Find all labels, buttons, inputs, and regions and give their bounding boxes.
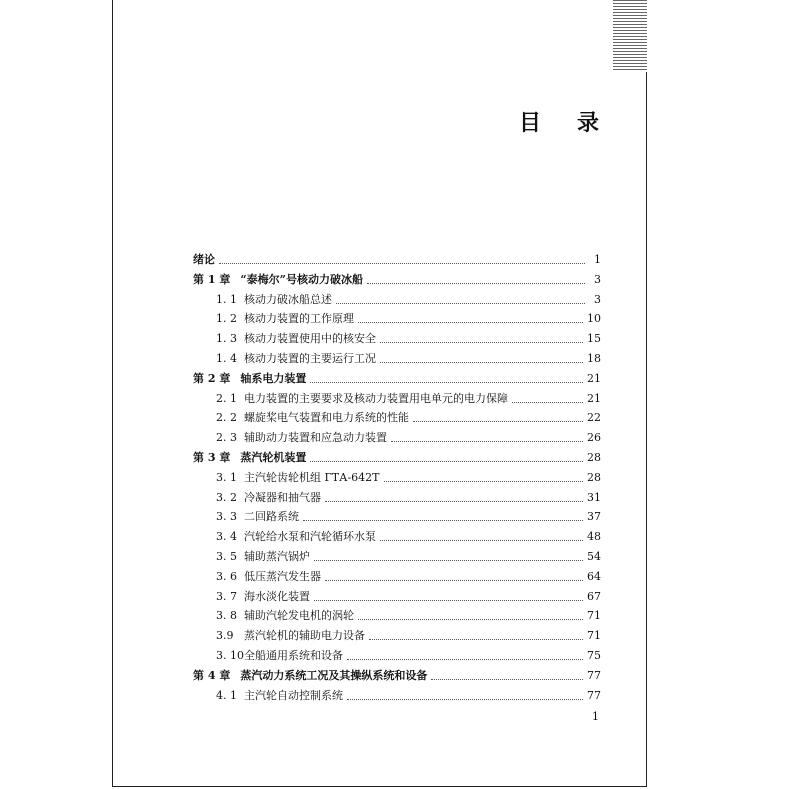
toc-entry-title: 辅助汽轮发电机的涡轮 bbox=[244, 609, 354, 623]
dot-leader bbox=[310, 370, 583, 383]
dot-leader bbox=[325, 568, 583, 581]
toc-entry-number: 第 3 章 bbox=[193, 450, 231, 464]
toc-entry-page: 31 bbox=[587, 490, 601, 504]
toc-entry-title: 冷凝器和抽气器 bbox=[244, 490, 321, 504]
toc-entry-page: 48 bbox=[587, 530, 601, 544]
toc-section-entry[interactable] bbox=[193, 329, 601, 349]
toc-entry-title: 核动力装置的工作原理 bbox=[244, 312, 354, 326]
dot-leader bbox=[413, 409, 583, 422]
toc-entry-page: 77 bbox=[587, 668, 601, 682]
toc-entry-number: 第 1 章 bbox=[193, 272, 231, 286]
toc-entry-page: 75 bbox=[587, 648, 601, 662]
dot-leader bbox=[367, 271, 585, 284]
toc-entry-page: 37 bbox=[587, 510, 601, 524]
toc-entry-title: 低压蒸汽发生器 bbox=[244, 569, 321, 583]
dot-leader bbox=[314, 588, 583, 601]
toc-entry-page: 3 bbox=[594, 292, 601, 306]
toc-entry-title: 二回路系统 bbox=[244, 510, 299, 524]
toc-entry-page: 71 bbox=[587, 629, 601, 643]
toc-section-entry[interactable] bbox=[193, 408, 601, 428]
dot-leader bbox=[219, 251, 585, 264]
toc-entry-title: 辅助蒸汽锅炉 bbox=[244, 549, 310, 563]
toc-entry-page: 77 bbox=[587, 688, 601, 702]
dot-leader bbox=[358, 310, 583, 323]
dot-leader bbox=[325, 489, 583, 502]
toc-entry-number: 1. 1 bbox=[216, 292, 237, 306]
page-title: 目 录 bbox=[519, 110, 600, 136]
toc-entry-title: 主汽轮自动控制系统 bbox=[244, 688, 343, 702]
toc-chapter-entry[interactable] bbox=[193, 250, 601, 270]
toc-entry-number: 3. 1 bbox=[216, 470, 237, 484]
dot-leader bbox=[347, 647, 583, 660]
toc-entry-title: 轴系电力装置 bbox=[240, 371, 307, 385]
toc-section-entry[interactable] bbox=[193, 686, 601, 706]
toc-entry-title: 核动力装置的主要运行工况 bbox=[244, 351, 376, 365]
toc-section-entry[interactable] bbox=[193, 587, 601, 607]
toc-entry-number: 第 2 章 bbox=[193, 371, 231, 385]
toc-entry-title: 绪论 bbox=[193, 253, 215, 266]
dot-leader bbox=[358, 607, 583, 620]
toc-entry-title: 核动力装置使用中的核安全 bbox=[244, 332, 376, 346]
toc-entry-page: 54 bbox=[587, 549, 601, 563]
toc-entry-title: 主汽轮齿轮机组 ГТА-642Т bbox=[244, 470, 380, 484]
toc-entry-title: 辅助动力装置和应急动力装置 bbox=[244, 431, 387, 445]
dot-leader bbox=[380, 350, 583, 363]
toc-entry-title: 全船通用系统和设备 bbox=[244, 648, 343, 662]
toc-chapter-entry[interactable] bbox=[193, 270, 601, 290]
toc-section-entry[interactable] bbox=[193, 389, 601, 409]
dot-leader bbox=[512, 390, 583, 403]
page-number: 1 bbox=[592, 710, 599, 723]
toc-section-entry[interactable] bbox=[193, 646, 601, 666]
toc-entry-page: 26 bbox=[587, 431, 601, 445]
toc-entry-number: 2. 3 bbox=[216, 431, 237, 445]
toc-section-entry[interactable] bbox=[193, 309, 601, 329]
dot-leader bbox=[347, 687, 583, 700]
toc-section-entry[interactable] bbox=[193, 547, 601, 567]
dot-leader bbox=[380, 528, 583, 541]
toc-entry-title: 螺旋桨电气装置和电力系统的性能 bbox=[244, 411, 409, 425]
toc-entry-page: 64 bbox=[587, 569, 601, 583]
toc-section-entry[interactable] bbox=[193, 468, 601, 488]
toc-entry-page: 71 bbox=[587, 609, 601, 623]
toc-chapter-entry[interactable] bbox=[193, 666, 601, 686]
dot-leader bbox=[380, 330, 583, 343]
toc-entry-title: 汽轮给水泵和汽轮循环水泵 bbox=[244, 530, 376, 544]
toc-entry-number: 3. 3 bbox=[216, 510, 237, 524]
toc-entry-number: 3. 4 bbox=[216, 530, 237, 544]
toc-entry-page: 28 bbox=[587, 470, 601, 484]
dot-leader bbox=[310, 449, 583, 462]
toc-entry-page: 15 bbox=[587, 332, 601, 346]
toc-section-entry[interactable] bbox=[193, 488, 601, 508]
toc-entry-title: 蒸汽轮机的辅助电力设备 bbox=[244, 629, 365, 643]
toc-entry-number: 4. 1 bbox=[216, 688, 237, 702]
toc-entry-page: 21 bbox=[587, 371, 601, 385]
toc-entry-page: 18 bbox=[587, 351, 601, 365]
toc-entry-title: “泰梅尔”号核动力破冰船 bbox=[240, 272, 363, 286]
toc-entry-page: 22 bbox=[587, 411, 601, 425]
toc-entry-page: 21 bbox=[587, 391, 601, 405]
toc-entry-number: 3. 7 bbox=[216, 589, 237, 603]
dot-leader bbox=[384, 469, 584, 482]
dot-leader bbox=[431, 667, 583, 680]
toc-entry-title: 电力装置的主要要求及核动力装置用电单元的电力保障 bbox=[244, 391, 508, 405]
dot-leader bbox=[314, 548, 583, 561]
toc-entry-title: 海水淡化装置 bbox=[244, 589, 310, 603]
toc-entry-page: 3 bbox=[594, 272, 601, 286]
toc-entry-number: 1. 4 bbox=[216, 351, 237, 365]
table-of-contents bbox=[193, 250, 601, 705]
toc-entry-number: 1. 2 bbox=[216, 312, 237, 326]
toc-entry-page: 10 bbox=[587, 312, 601, 326]
toc-entry-number: 2. 1 bbox=[216, 391, 237, 405]
toc-entry-number: 3. 6 bbox=[216, 569, 237, 583]
toc-entry-title: 核动力破冰船总述 bbox=[244, 292, 332, 306]
toc-entry-number: 3.9 bbox=[216, 629, 234, 643]
toc-chapter-entry[interactable] bbox=[193, 448, 601, 468]
dot-leader bbox=[303, 508, 583, 521]
toc-entry-number: 3. 2 bbox=[216, 490, 237, 504]
toc-entry-number: 第 4 章 bbox=[193, 668, 231, 682]
toc-entry-number: 3. 8 bbox=[216, 609, 237, 623]
dot-leader bbox=[369, 627, 583, 640]
toc-section-entry[interactable] bbox=[193, 527, 601, 547]
corner-decoration bbox=[613, 0, 647, 72]
toc-section-entry[interactable] bbox=[193, 567, 601, 587]
toc-section-entry[interactable] bbox=[193, 626, 601, 646]
toc-entry-number: 1. 3 bbox=[216, 332, 237, 346]
toc-entry-number: 3. 5 bbox=[216, 549, 237, 563]
toc-entry-number: 2. 2 bbox=[216, 411, 237, 425]
dot-leader bbox=[336, 291, 585, 304]
toc-section-entry[interactable] bbox=[193, 507, 601, 527]
toc-chapter-entry[interactable] bbox=[193, 369, 601, 389]
toc-entry-title: 蒸汽轮机装置 bbox=[240, 450, 307, 464]
toc-section-entry[interactable] bbox=[193, 349, 601, 369]
toc-section-entry[interactable] bbox=[193, 290, 601, 310]
toc-section-entry[interactable] bbox=[193, 606, 601, 626]
toc-entry-page: 28 bbox=[587, 450, 601, 464]
dot-leader bbox=[391, 429, 583, 442]
toc-entry-title: 蒸汽动力系统工况及其操纵系统和设备 bbox=[240, 668, 428, 682]
toc-entry-page: 1 bbox=[594, 253, 601, 266]
toc-entry-number: 3. 10 bbox=[216, 648, 244, 662]
toc-entry-page: 67 bbox=[587, 589, 601, 603]
toc-section-entry[interactable] bbox=[193, 428, 601, 448]
